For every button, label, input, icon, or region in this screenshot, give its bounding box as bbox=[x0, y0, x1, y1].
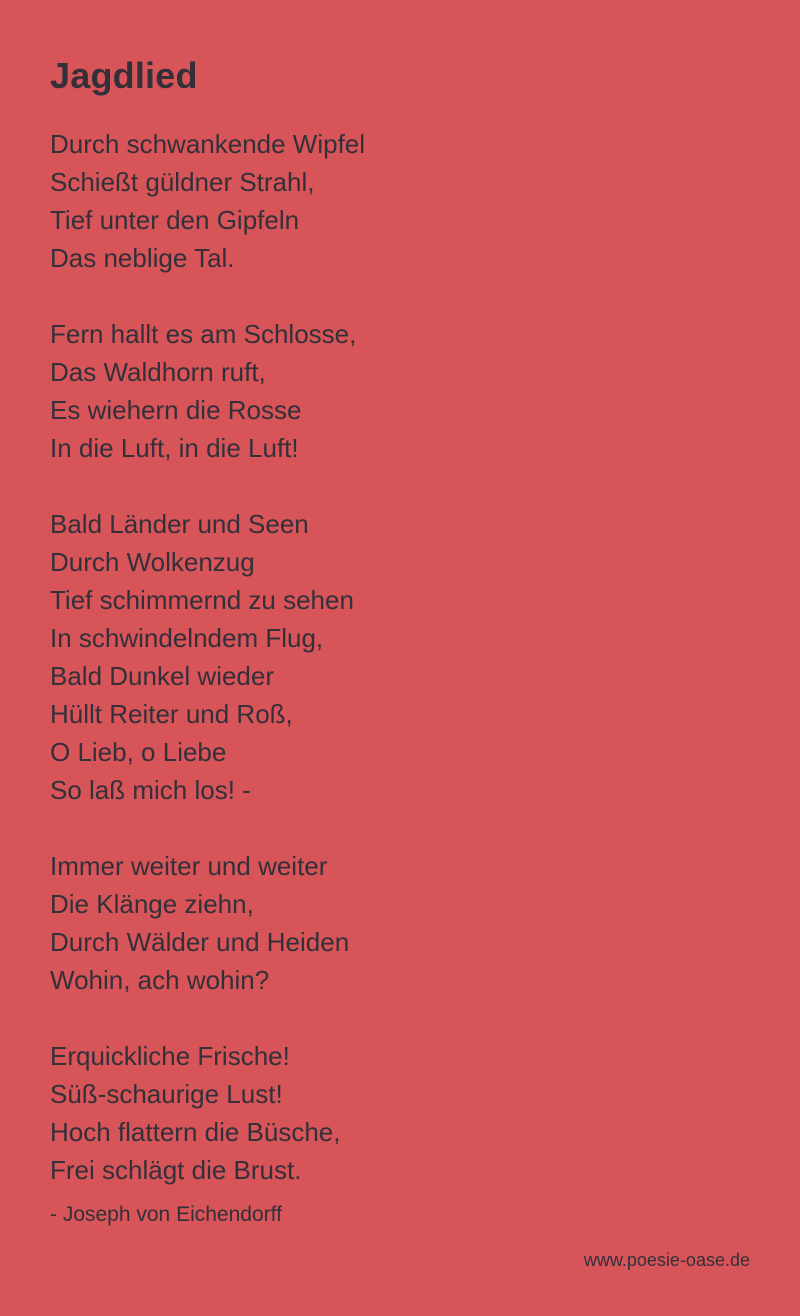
poem-line: Es wiehern die Rosse bbox=[50, 395, 302, 425]
poem-line: Wohin, ach wohin? bbox=[50, 965, 270, 995]
stanza-4 bbox=[50, 847, 349, 999]
poem-line: Erquickliche Frische! bbox=[50, 1041, 290, 1071]
poem-title: Jagdlied bbox=[50, 55, 198, 96]
poem-line: Tief unter den Gipfeln bbox=[50, 205, 300, 235]
poem-line: In schwindelndem Flug, bbox=[50, 623, 324, 653]
poem-line: Durch Wälder und Heiden bbox=[50, 927, 350, 957]
stanza-3 bbox=[50, 505, 354, 809]
poem-line: In die Luft, in die Luft! bbox=[50, 433, 299, 463]
poem-line: Fern hallt es am Schlosse, bbox=[50, 319, 357, 349]
poem-line: Bald Dunkel wieder bbox=[50, 661, 275, 691]
poem-line: Die Klänge ziehn, bbox=[50, 889, 254, 919]
poem-line: So laß mich los! - bbox=[50, 775, 251, 805]
poem-line: Schießt güldner Strahl, bbox=[50, 167, 315, 197]
poem-line: Süß-schaurige Lust! bbox=[50, 1079, 283, 1109]
poem-line: Immer weiter und weiter bbox=[50, 851, 328, 881]
stanza-5 bbox=[50, 1037, 341, 1189]
stanza-1 bbox=[50, 125, 365, 277]
poem-line: Tief schimmernd zu sehen bbox=[50, 585, 354, 615]
poem-line: Hoch flattern die Büsche, bbox=[50, 1117, 341, 1147]
stanza-2 bbox=[50, 315, 356, 467]
poem-line: Das neblige Tal. bbox=[50, 243, 235, 273]
poem-line: Bald Länder und Seen bbox=[50, 509, 309, 539]
poem-line: Das Waldhorn ruft, bbox=[50, 357, 266, 387]
poem-line: O Lieb, o Liebe bbox=[50, 737, 227, 767]
poem-line: Durch Wolkenzug bbox=[50, 547, 255, 577]
poem-line: Hüllt Reiter und Roß, bbox=[50, 699, 293, 729]
author-signature: - Joseph von Eichendorff bbox=[50, 1203, 282, 1226]
website-url: www.poesie-oase.de bbox=[583, 1250, 750, 1270]
poem-line: Durch schwankende Wipfel bbox=[50, 129, 366, 159]
poem-line: Frei schlägt die Brust. bbox=[50, 1155, 302, 1185]
